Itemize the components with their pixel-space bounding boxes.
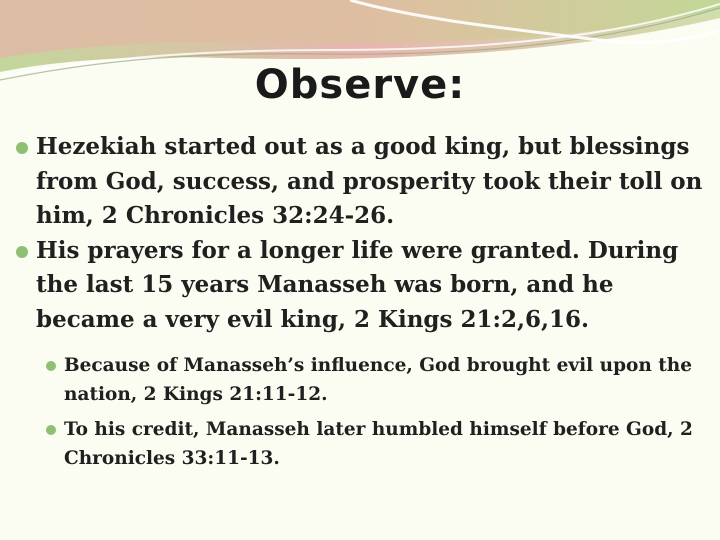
sub-bullet-text: To his credit, Manasseh later humbled himself before God, 2 Chronicles 33:11-13. bbox=[64, 419, 693, 469]
bullet-item bbox=[14, 234, 714, 338]
bullet-item bbox=[14, 130, 714, 234]
bullet-dot-icon bbox=[16, 142, 28, 154]
slide-title: Observe: bbox=[254, 62, 466, 108]
bullet-text: Hezekiah started out as a good king, but blessings from God, success, and prosperity took their toll on him, 2 Chronicles 32:24-26. bbox=[36, 133, 703, 229]
bullet-text: His prayers for a longer life were granted. During the last 15 years Manasseh was born, and he became a very evil king, 2 Kings 21:2,6,16. bbox=[36, 236, 679, 333]
sub-bullet-text: Because of Manasseh’s influence, God brought evil upon the nation, 2 Kings 21:11-12. bbox=[64, 355, 692, 405]
sub-bullet-item bbox=[44, 351, 714, 409]
bullet-dot-icon bbox=[46, 425, 56, 435]
sub-bullet-item bbox=[44, 415, 714, 473]
bullet-dot-icon bbox=[16, 246, 28, 258]
bullet-dot-icon bbox=[46, 361, 56, 371]
slide-body bbox=[14, 130, 714, 473]
